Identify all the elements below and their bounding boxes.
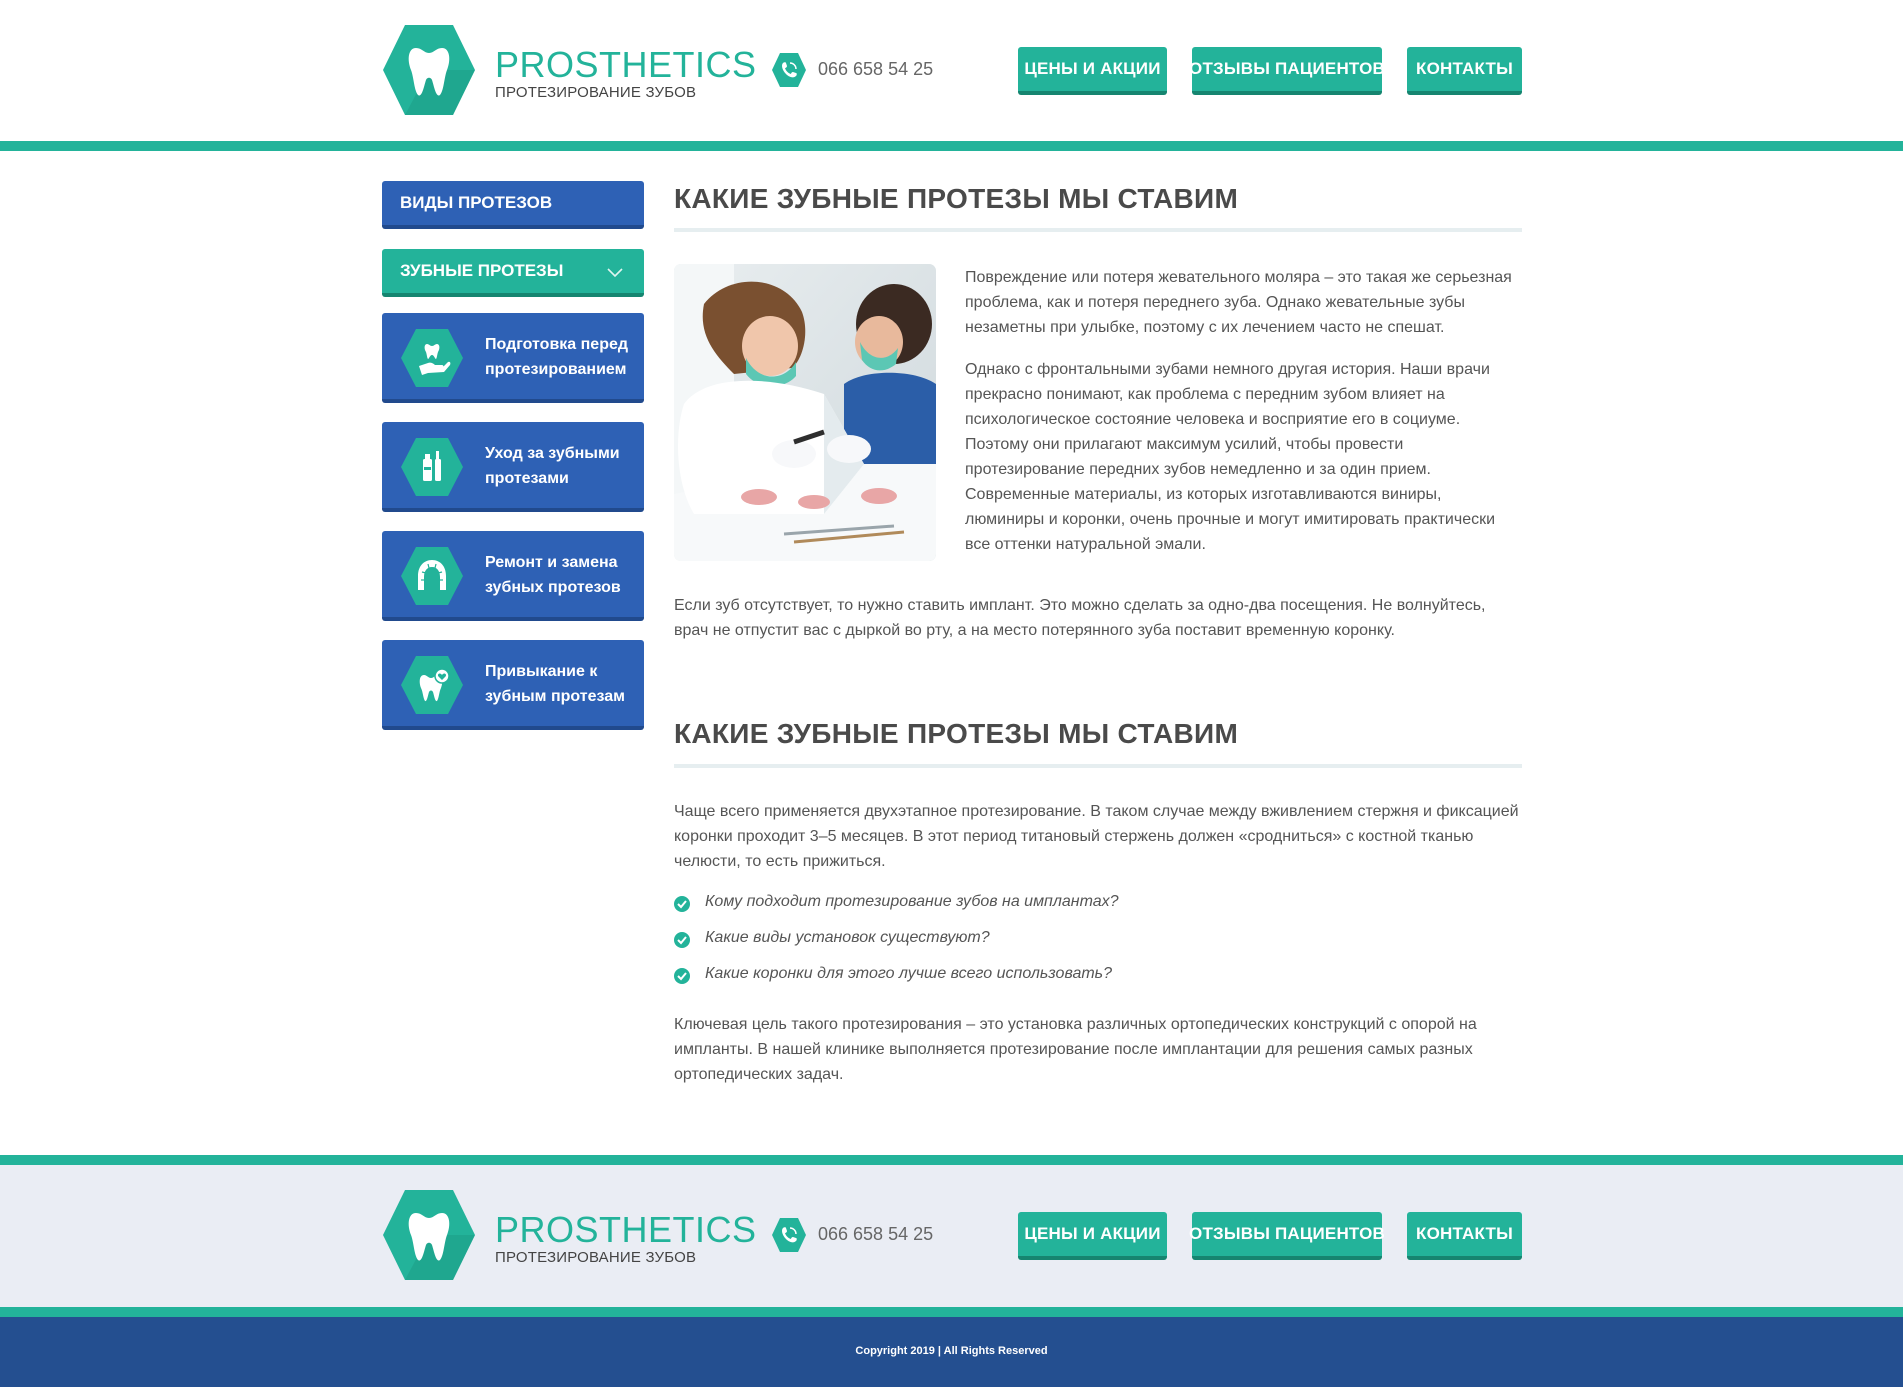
sidebar-item-label: Уход за зубными протезами	[485, 445, 620, 487]
sidebar-item-label: Привыкание к зубным протезам	[485, 663, 625, 705]
title-divider	[674, 228, 1522, 232]
site-header	[0, 0, 1903, 141]
header-divider	[0, 141, 1903, 151]
brand-tagline: ПРОТЕЗИРОВАНИЕ ЗУБОВ	[495, 84, 697, 101]
footer-nav-reviews-button[interactable]: ОТЗЫВЫ ПАЦИЕНТОВ	[1192, 1212, 1382, 1260]
sidebar-section-dental-prostheses[interactable]	[382, 249, 644, 297]
check-circle-icon	[674, 896, 690, 912]
brand-name: PROSTHETICS	[495, 1209, 757, 1250]
sidebar-item-care[interactable]	[382, 422, 644, 512]
sidebar-section-prosthesis-types[interactable]	[382, 181, 644, 229]
phone-number: 066 658 54 25	[818, 1224, 934, 1244]
list-item: Какие виды установок существуют?	[674, 929, 1522, 953]
sidebar-section-label: ВИДЫ ПРОТЕЗОВ	[400, 193, 553, 212]
phone-icon	[771, 52, 807, 88]
phone-number: 066 658 54 25	[818, 59, 934, 79]
nav-reviews-button[interactable]: ОТЗЫВЫ ПАЦИЕНТОВ	[1192, 47, 1382, 95]
footer-divider-bottom	[0, 1307, 1903, 1317]
section-title: КАКИЕ ЗУБНЫЕ ПРОТЕЗЫ МЫ СТАВИМ	[674, 183, 1239, 214]
tooth-logo-icon	[382, 24, 476, 116]
brand-name: PROSTHETICS	[495, 44, 757, 85]
footer-phone-block[interactable]	[771, 1215, 961, 1255]
footer-nav-contacts-button[interactable]: КОНТАКТЫ	[1407, 1212, 1522, 1260]
check-circle-icon	[674, 932, 690, 948]
logo[interactable]	[382, 24, 757, 118]
tooth-in-hand-icon	[400, 328, 464, 388]
sidebar-item-label: Подготовка перед протезированием	[485, 336, 629, 378]
brand-tagline: ПРОТЕЗИРОВАНИЕ ЗУБОВ	[495, 1249, 697, 1266]
chevron-down-icon	[606, 263, 624, 281]
phone-icon	[771, 1217, 807, 1253]
sidebar-item-repair[interactable]	[382, 531, 644, 621]
dentists-working-photo	[674, 264, 936, 561]
footer-logo[interactable]	[382, 1189, 757, 1283]
section-title: КАКИЕ ЗУБНЫЕ ПРОТЕЗЫ МЫ СТАВИМ	[674, 718, 1239, 749]
footer-nav-prices-button[interactable]: ЦЕНЫ И АКЦИИ	[1018, 1212, 1167, 1260]
title-divider	[674, 764, 1522, 768]
section2-paragraph-2: Ключевая цель такого протезирования – это установка различных ортопедических конструкций с опорой на импланты. В нашей клинике выполняется протезирование после имплантации для решения самых разных ортопедических задач.	[674, 1016, 1477, 1083]
sidebar-item-adaptation[interactable]	[382, 640, 644, 730]
site-footer	[0, 1165, 1903, 1307]
copyright-text: Copyright 2019 | All Rights Reserved	[855, 1345, 1048, 1357]
denture-arch-icon	[400, 546, 464, 606]
list-item: Кому подходит протезирование зубов на имплантах?	[674, 893, 1522, 917]
tooth-logo-icon	[382, 1189, 476, 1281]
sidebar-section-label: ЗУБНЫЕ ПРОТЕЗЫ	[400, 261, 564, 280]
sidebar-item-label: Ремонт и замена зубных протезов	[485, 554, 621, 596]
phone-block[interactable]	[771, 50, 961, 90]
intro-paragraph-1: Повреждение или потеря жевательного моляра – это такая же серьезная проблема, как и потеря переднего зуба. Однако жевательные зубы незаметны при улыбке, поэтому с их лечением часто не спешат.	[965, 269, 1512, 336]
tooth-heart-icon	[400, 655, 464, 715]
nav-prices-button[interactable]: ЦЕНЫ И АКЦИИ	[1018, 47, 1167, 95]
sidebar-item-preparation[interactable]	[382, 313, 644, 403]
toothpaste-brush-icon	[400, 437, 464, 497]
nav-contacts-button[interactable]: КОНТАКТЫ	[1407, 47, 1522, 95]
footer-divider-top	[0, 1155, 1903, 1165]
section2-paragraph-1: Чаще всего применяется двухэтапное протезирование. В таком случае между вживлением стержня и фиксацией коронки проходит 3–5 месяцев. В этот период титановый стержень должен «сродниться» с костной тканью челюсти, то есть прижиться.	[674, 803, 1519, 870]
check-circle-icon	[674, 968, 690, 984]
copyright-bar	[0, 1317, 1903, 1387]
intro-paragraph-2: Однако с фронтальными зубами немного другая история. Наши врачи прекрасно понимают, как проблема с передним зубом влияет на психологическое состояние человека и восприятие его в социуме. Поэтому они прилагают максимум усилий, чтобы провести протезирование передних зубов немедленно и за один прием. Современные материалы, из которых изготавливаются виниры, люминиры и коронки, очень прочные и могут имитировать практически все оттенки натуральной эмали.	[965, 361, 1496, 553]
dentists-photo-illustration	[674, 264, 936, 561]
intro-paragraph-3: Если зуб отсутствует, то нужно ставить имплант. Это можно сделать за одно-два посещения. Не волнуйтесь, врач не отпустит вас с дыркой во рту, а на место потерянного зуба поставит временную коронку.	[674, 597, 1486, 639]
list-item: Какие коронки для этого лучше всего использовать?	[674, 965, 1522, 989]
